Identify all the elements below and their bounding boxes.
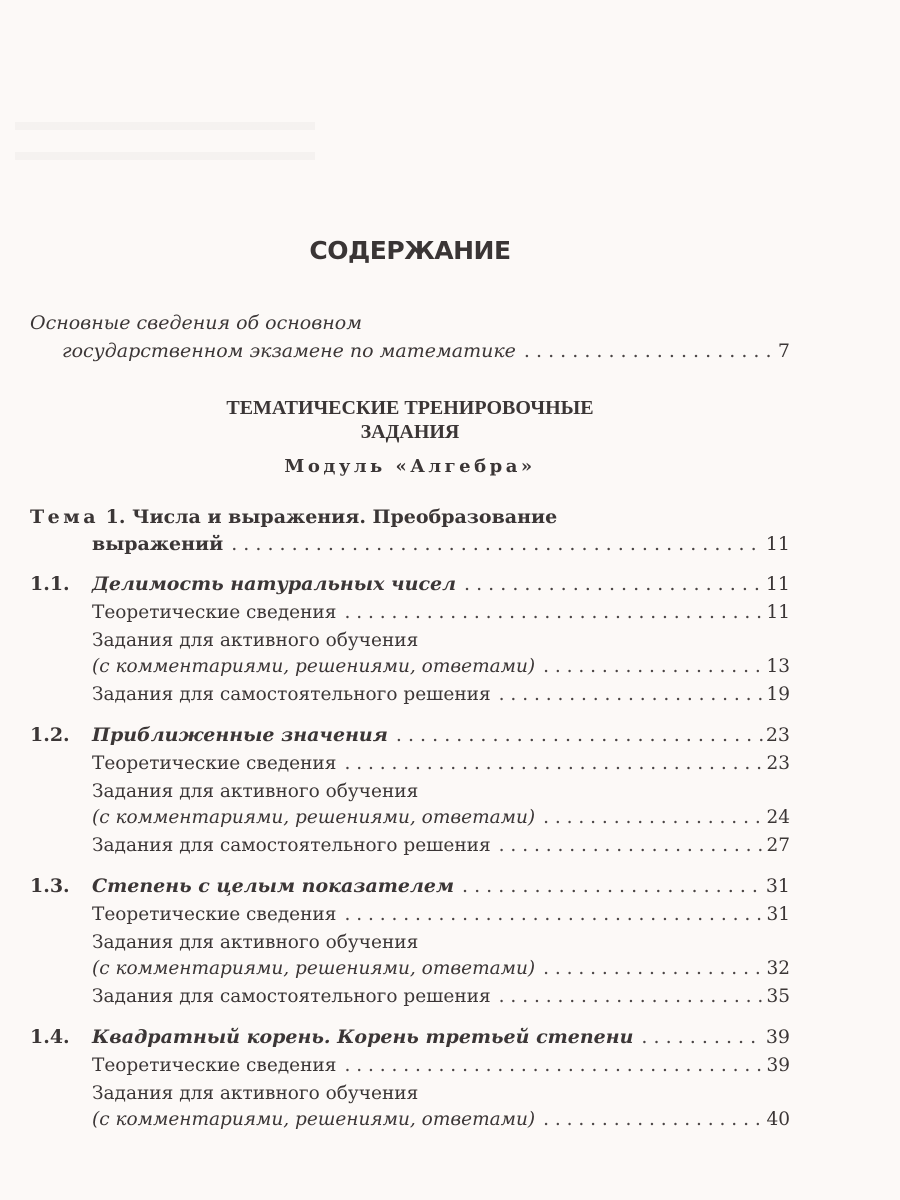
entry-label-sub: (с комментариями, решениями, ответами) — [92, 958, 536, 979]
toc-entry-section-1-2[interactable] — [0, 723, 790, 747]
entry-label: Теоретические сведения — [92, 904, 337, 925]
intro-line-1: Основные сведения об основном — [30, 312, 362, 334]
page-number: 35 — [766, 986, 790, 1007]
toc-entry-intro[interactable] — [0, 339, 790, 363]
leader-dots — [543, 1108, 764, 1132]
part-title-line-1: ТЕМАТИЧЕСКИЕ ТРЕНИРОВОЧНЫЕ — [226, 397, 594, 419]
page-title: СОДЕРЖАНИЕ — [309, 236, 511, 265]
page-number: 39 — [765, 1026, 790, 1048]
toc-entry-active-learning[interactable] — [0, 806, 790, 830]
leader-dots — [396, 723, 764, 747]
section-title: Степень с целым показателем — [92, 875, 455, 897]
toc-entry-section-1-1[interactable] — [0, 572, 790, 596]
page-number: 24 — [766, 807, 790, 828]
page-number: 13 — [766, 656, 790, 677]
leader-dots — [499, 985, 765, 1009]
bleed-through-texture — [15, 100, 315, 180]
entry-label: Задания для активного обучения — [92, 932, 419, 953]
toc-entry-theory[interactable] — [0, 1054, 790, 1078]
toc-entry-self-study[interactable] — [0, 985, 790, 1009]
leader-dots — [344, 903, 764, 927]
section-title: Приближенные значения — [92, 724, 388, 746]
entry-label-sub: (с комментариями, решениями, ответами) — [92, 807, 536, 828]
toc-entry-self-study[interactable] — [0, 683, 790, 707]
section-number: 1.1. — [30, 573, 70, 595]
toc-entry-active-learning[interactable] — [0, 957, 790, 981]
page-number: 11 — [766, 602, 790, 623]
page-number: 32 — [766, 958, 790, 979]
entry-label-sub: (с комментариями, решениями, ответами) — [92, 656, 536, 677]
leader-dots — [524, 339, 776, 363]
toc-entry-section-1-3[interactable] — [0, 874, 790, 898]
section-number: 1.3. — [30, 875, 70, 897]
leader-dots — [344, 1054, 764, 1078]
section-title: Делимость натуральных чисел — [92, 573, 457, 595]
part-title-line-2: ЗАДАНИЯ — [360, 421, 460, 443]
leader-dots — [464, 572, 764, 596]
toc-entry-topic-1[interactable] — [0, 532, 790, 556]
entry-label-sub: (с комментариями, решениями, ответами) — [92, 1109, 536, 1130]
leader-dots — [641, 1025, 763, 1049]
page-number: 11 — [765, 533, 790, 555]
entry-label: Теоретические сведения — [92, 753, 337, 774]
page-number: 11 — [765, 573, 790, 595]
leader-dots — [543, 806, 764, 830]
section-title: Квадратный корень. Корень третьей степени — [92, 1026, 634, 1048]
topic-prefix: Тема — [30, 506, 100, 528]
entry-label: Задания для самостоятельного решения — [92, 835, 491, 856]
toc-entry-theory[interactable] — [0, 752, 790, 776]
topic-title: 1. Числа и выражения. Преобразование — [105, 506, 558, 528]
topic-line-2: выражений — [92, 533, 224, 555]
entry-label: Теоретические сведения — [92, 602, 337, 623]
leader-dots — [231, 532, 764, 556]
toc-entry-theory[interactable] — [0, 601, 790, 625]
topic-line-1 — [30, 505, 557, 529]
entry-label: Теоретические сведения — [92, 1055, 337, 1076]
toc-entry-section-1-4[interactable] — [0, 1025, 790, 1049]
leader-dots — [543, 655, 764, 679]
page-number: 19 — [766, 684, 790, 705]
entry-label: Задания для активного обучения — [92, 1083, 419, 1104]
page-number: 23 — [765, 724, 790, 746]
section-number: 1.4. — [30, 1026, 70, 1048]
toc-entry-active-learning[interactable] — [0, 1108, 790, 1132]
section-number: 1.2. — [30, 724, 70, 746]
leader-dots — [499, 834, 765, 858]
page-number: 23 — [766, 753, 790, 774]
intro-line-2: государственном экзамене по математике — [62, 340, 516, 362]
toc-entry-active-learning[interactable] — [0, 655, 790, 679]
page-number: 7 — [777, 340, 790, 362]
page-number: 31 — [765, 875, 790, 897]
page-number: 27 — [766, 835, 790, 856]
entry-label: Задания для самостоятельного решения — [92, 986, 491, 1007]
module-heading: Модуль «Алгебра» — [284, 456, 536, 477]
toc-entry-self-study[interactable] — [0, 834, 790, 858]
leader-dots — [462, 874, 764, 898]
page-number: 39 — [766, 1055, 790, 1076]
entry-label: Задания для активного обучения — [92, 630, 419, 651]
leader-dots — [344, 601, 764, 625]
entry-label: Задания для самостоятельного решения — [92, 684, 491, 705]
leader-dots — [344, 752, 764, 776]
entry-label: Задания для активного обучения — [92, 781, 419, 802]
leader-dots — [499, 683, 765, 707]
leader-dots — [543, 957, 764, 981]
page-number: 31 — [766, 904, 790, 925]
toc-entry-theory[interactable] — [0, 903, 790, 927]
page-number: 40 — [766, 1109, 790, 1130]
